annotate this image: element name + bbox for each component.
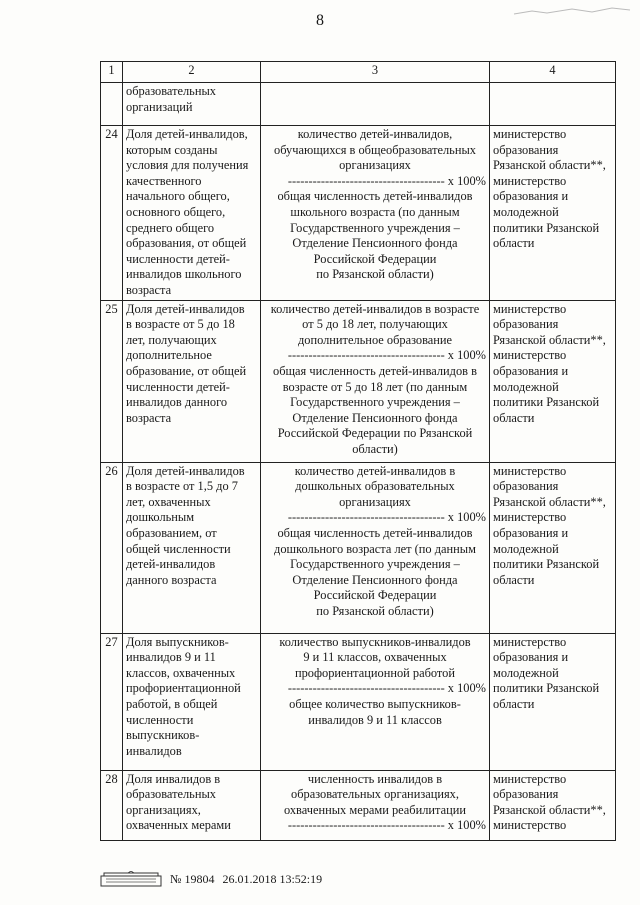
row-number: 25 <box>101 300 123 462</box>
formula-numerator: количество детей-инвалидов, обучающихся в общеобразовательных организациях <box>274 127 476 173</box>
indicator-name: образовательных организаций <box>123 83 261 126</box>
table-row-continuation <box>101 83 616 126</box>
responsible-agency: министерство образования Рязанской области**, министерство <box>490 770 616 840</box>
formula-denominator: общее количество выпускников- инвалидов 9 и 11 классов <box>289 696 461 727</box>
formula-divider: -------------------------------------- х 100% <box>287 818 486 833</box>
table-row <box>101 633 616 770</box>
indicators-table <box>100 61 616 841</box>
formula-denominator: общая численность детей-инвалидов в возрасте от 5 до 18 лет (по данным Государственного учреждения – Отделение Пенсионного фонда Российской Федерации по Рязанской области) <box>273 363 477 456</box>
formula-divider: -------------------------------------- х 100% <box>287 681 486 696</box>
formula-cell <box>261 462 490 633</box>
formula-cell <box>261 770 490 840</box>
indicator-name: Доля детей-инвалидов в возрасте от 5 до 18 лет, получающих дополнительное образование, от общей численности детей- инвалидов данного возраста <box>123 300 261 462</box>
row-number: 27 <box>101 633 123 770</box>
responsible-agency: министерство образования Рязанской области**, министерство образования и молодежной политики Рязанской области <box>490 300 616 462</box>
formula-numerator: численность инвалидов в образовательных организациях, охваченных мерами реабилитации <box>283 771 467 817</box>
formula-numerator: количество детей-инвалидов в дошкольных образовательных организациях <box>294 463 456 509</box>
formula-cell <box>261 300 490 462</box>
row-number: 24 <box>101 126 123 301</box>
responsible-agency: министерство образования и молодежной политики Рязанской области <box>490 633 616 770</box>
formula-divider: -------------------------------------- х 100% <box>287 348 486 363</box>
column-header: 3 <box>261 62 490 83</box>
footer <box>100 871 322 887</box>
formula-denominator: общая численность детей-инвалидов школьного возраста (по данным Государственного учреждения – Отделение Пенсионного фонда Российской Федерации по Рязанской области) <box>277 189 473 282</box>
formula-cell <box>261 83 490 126</box>
indicator-name: Доля детей-инвалидов, которым созданы условия для получения качественного начального общего, основного общего, среднего общего образования, от общей численности детей- инвалидов школьного возраста <box>123 126 261 301</box>
row-number: 28 <box>101 770 123 840</box>
registry-logo-icon <box>100 871 162 887</box>
column-header: 1 <box>101 62 123 83</box>
scan-artifact-icon <box>512 4 632 18</box>
table-header-row <box>101 62 616 83</box>
formula-cell <box>261 633 490 770</box>
responsible-agency: министерство образования Рязанской области**, министерство образования и молодежной политики Рязанской области <box>490 462 616 633</box>
indicator-name: Доля детей-инвалидов в возрасте от 1,5 до 7 лет, охваченных дошкольным образованием, от общей численности детей-инвалидов данного возраста <box>123 462 261 633</box>
formula-denominator: общая численность детей-инвалидов дошкольного возраста лет (по данным Государственного учреждения – Отделение Пенсионного фонда Российской Федерации по Рязанской области) <box>274 525 476 618</box>
responsible-agency: министерство образования Рязанской области**, министерство образования и молодежной политики Рязанской области <box>490 126 616 301</box>
page-number: 8 <box>316 12 324 29</box>
document-number: № 19804 <box>170 871 215 886</box>
formula-divider: -------------------------------------- х 100% <box>287 510 486 525</box>
row-number <box>101 83 123 126</box>
formula-cell <box>261 126 490 301</box>
table-row <box>101 462 616 633</box>
responsible-cell <box>490 83 616 126</box>
table-row <box>101 126 616 301</box>
column-header: 2 <box>123 62 261 83</box>
document-timestamp: 26.01.2018 13:52:19 <box>222 871 323 886</box>
table-row <box>101 770 616 840</box>
table-row <box>101 300 616 462</box>
indicator-name: Доля инвалидов в образовательных организациях, охваченных мерами <box>123 770 261 840</box>
formula-numerator: количество детей-инвалидов в возрасте от 5 до 18 лет, получающих дополнительное образование <box>270 301 480 347</box>
indicator-name: Доля выпускников- инвалидов 9 и 11 классов, охваченных профориентационной работой, в общей численности выпускников- инвалидов <box>123 633 261 770</box>
formula-numerator: количество выпускников-инвалидов 9 и 11 классов, охваченных профориентационной работой <box>279 634 471 680</box>
column-header: 4 <box>490 62 616 83</box>
row-number: 26 <box>101 462 123 633</box>
formula-divider: -------------------------------------- х 100% <box>287 173 486 188</box>
